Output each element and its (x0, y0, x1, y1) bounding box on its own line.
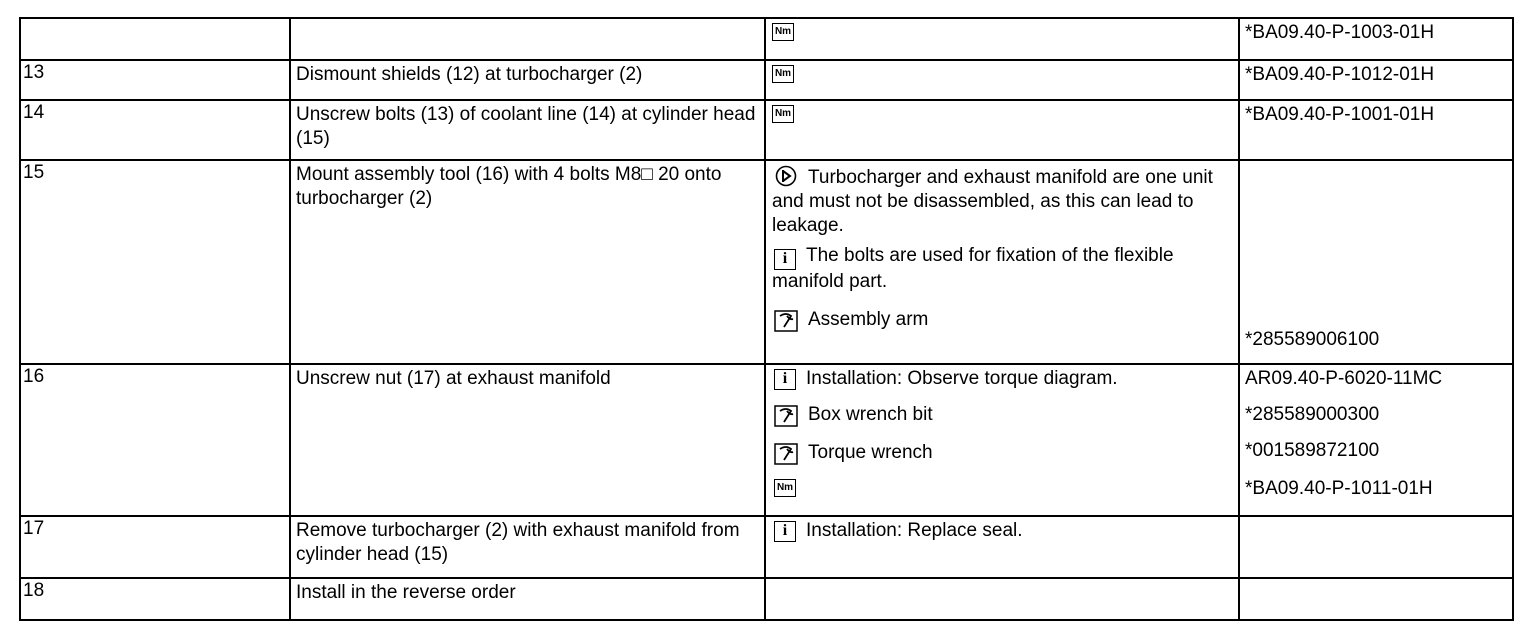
step-description: Unscrew bolts (13) of coolant line (14) at cylinder head (15) (290, 100, 765, 160)
step-description: Dismount shields (12) at turbocharger (2) (290, 60, 765, 100)
table-row (20, 160, 1513, 364)
special-tool-icon (774, 405, 798, 427)
step-reference[interactable]: *BA09.40-P-1001-01H (1239, 100, 1513, 160)
step-notes (765, 18, 1239, 60)
table-row (20, 516, 1513, 578)
step-reference (1239, 516, 1513, 578)
torque-nm-icon: Nm (774, 479, 796, 497)
step-description: Install in the reverse order (290, 578, 765, 620)
table-row (20, 60, 1513, 100)
info-icon: i (774, 369, 796, 390)
step-number: 13 (20, 60, 290, 100)
step-number: 17 (20, 516, 290, 578)
tool-part-number[interactable]: *285589006100 (1245, 329, 1380, 350)
table-row (20, 578, 1513, 620)
step-description: Remove turbocharger (2) with exhaust manifold from cylinder head (15) (290, 516, 765, 578)
info-icon: i (774, 249, 796, 270)
step-reference (1239, 578, 1513, 620)
step-notes (765, 100, 1239, 160)
step-notes (765, 364, 1239, 516)
step-reference (1239, 160, 1513, 364)
info-text: Installation: Replace seal. (806, 520, 1023, 541)
step-notes (765, 578, 1239, 620)
step-description (290, 18, 765, 60)
procedure-table (19, 17, 1514, 621)
caution-icon (774, 165, 798, 187)
step-notes (765, 60, 1239, 100)
step-description: Mount assembly tool (16) with 4 bolts M8□ 20 onto turbocharger (2) (290, 160, 765, 364)
step-description: Unscrew nut (17) at exhaust manifold (290, 364, 765, 516)
step-notes (765, 516, 1239, 578)
step-number: 16 (20, 364, 290, 516)
step-notes (765, 160, 1239, 364)
info-text: The bolts are used for fixation of the flexible manifold part. (772, 245, 1174, 292)
step-number (20, 18, 290, 60)
step-number: 18 (20, 578, 290, 620)
step-number: 15 (20, 160, 290, 364)
info-icon: i (774, 521, 796, 542)
torque-reference[interactable]: *BA09.40-P-1011-01H (1245, 478, 1433, 499)
special-tool-icon (774, 310, 798, 332)
table-row (20, 18, 1513, 60)
step-reference[interactable]: *BA09.40-P-1012-01H (1239, 60, 1513, 100)
torque-nm-icon: Nm (772, 23, 794, 41)
tool-name: Torque wrench (808, 442, 933, 463)
tool-part-number[interactable]: *001589872100 (1245, 440, 1380, 461)
step-number: 14 (20, 100, 290, 160)
tool-part-number[interactable]: *285589000300 (1245, 404, 1380, 425)
torque-nm-icon: Nm (772, 65, 794, 83)
table-row (20, 364, 1513, 516)
info-text: Installation: Observe torque diagram. (806, 368, 1118, 389)
tool-name: Box wrench bit (808, 404, 933, 425)
info-reference[interactable]: AR09.40-P-6020-11MC (1245, 368, 1443, 389)
special-tool-icon (774, 443, 798, 465)
table-row (20, 100, 1513, 160)
step-reference (1239, 364, 1513, 516)
warning-text: Turbocharger and exhaust manifold are one unit and must not be disassembled, as this can lead to leakage. (772, 167, 1213, 236)
step-reference[interactable]: *BA09.40-P-1003-01H (1239, 18, 1513, 60)
torque-nm-icon: Nm (772, 105, 794, 123)
tool-name: Assembly arm (808, 309, 929, 330)
